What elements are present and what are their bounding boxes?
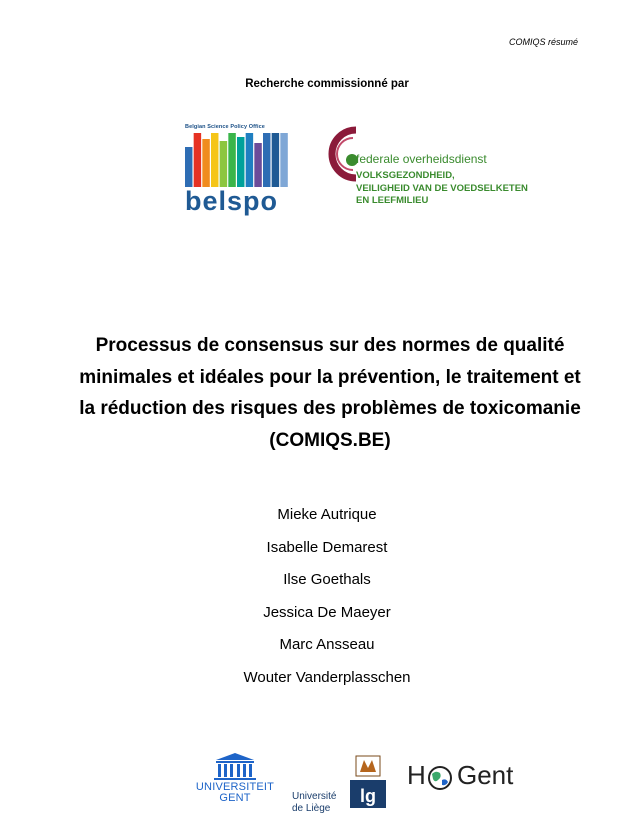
federal-department-line: EN LEEFMILIEU xyxy=(356,195,429,206)
ugent-wordmark xyxy=(194,782,276,804)
commissioned-by-label: Recherche commissionné par xyxy=(245,78,409,90)
author-name: Wouter Vanderplasschen xyxy=(243,668,411,686)
document-header-reference: COMIQS résumé xyxy=(508,37,578,47)
federal-department-line: VOLKSGEZONDHEID, xyxy=(356,170,455,181)
federal-public-service-logo xyxy=(326,124,556,219)
ulg-logo xyxy=(292,752,387,814)
ulg-wordmark-line: Université xyxy=(292,791,337,802)
globe-icon xyxy=(427,765,453,791)
belspo-bar xyxy=(237,137,244,187)
belspo-bar xyxy=(220,141,227,187)
belspo-bar xyxy=(246,133,253,187)
belspo-bar xyxy=(254,143,261,187)
author-name: Marc Ansseau xyxy=(279,636,375,654)
federal-service-label: federale overheidsdienst xyxy=(356,152,487,166)
federal-department-name xyxy=(356,170,528,208)
belspo-wordmark: belspo xyxy=(185,186,279,216)
belspo-tagline: Belgian Science Policy Office xyxy=(185,124,265,130)
ulg-wordmark-line: de Liège xyxy=(292,803,331,814)
belspo-bar xyxy=(202,139,209,187)
ugent-building-icon xyxy=(194,752,276,782)
belspo-logo xyxy=(185,124,295,219)
ulg-wordmark xyxy=(292,791,336,815)
hogent-suffix: Gent xyxy=(457,760,514,790)
belspo-bar xyxy=(272,133,279,187)
author-name: Jessica De Maeyer xyxy=(263,603,391,621)
hogent-prefix: H xyxy=(407,760,426,790)
belspo-color-bars xyxy=(185,133,289,187)
belspo-bar xyxy=(228,133,235,187)
document-title: Processus de consensus sur des normes de qualité minimales et idéales pour la prévention, le traitement et la réduction des risques des problèmes de toxicomanie (COMIQS.BE) xyxy=(79,335,581,451)
belspo-bar xyxy=(263,133,270,187)
svg-text:lg: lg xyxy=(360,786,376,806)
hogent-logo xyxy=(407,760,527,800)
author-list xyxy=(0,506,640,702)
federal-department-line: VEILIGHEID VAN DE VOEDSELKETEN xyxy=(356,182,528,194)
author-name: Isabelle Demarest xyxy=(266,538,388,556)
ugent-logo xyxy=(194,752,276,808)
belspo-bar xyxy=(185,147,192,187)
belspo-bar xyxy=(211,133,218,187)
belspo-bar xyxy=(280,133,287,187)
ugent-wordmark-line: GENT xyxy=(219,792,251,804)
author-name: Mieke Autrique xyxy=(277,506,377,523)
ugent-wordmark-line: UNIVERSITEIT xyxy=(195,781,275,793)
author-name: Ilse Goethals xyxy=(283,571,371,589)
belspo-bar xyxy=(194,133,201,187)
ulg-crest-icon xyxy=(350,752,386,808)
